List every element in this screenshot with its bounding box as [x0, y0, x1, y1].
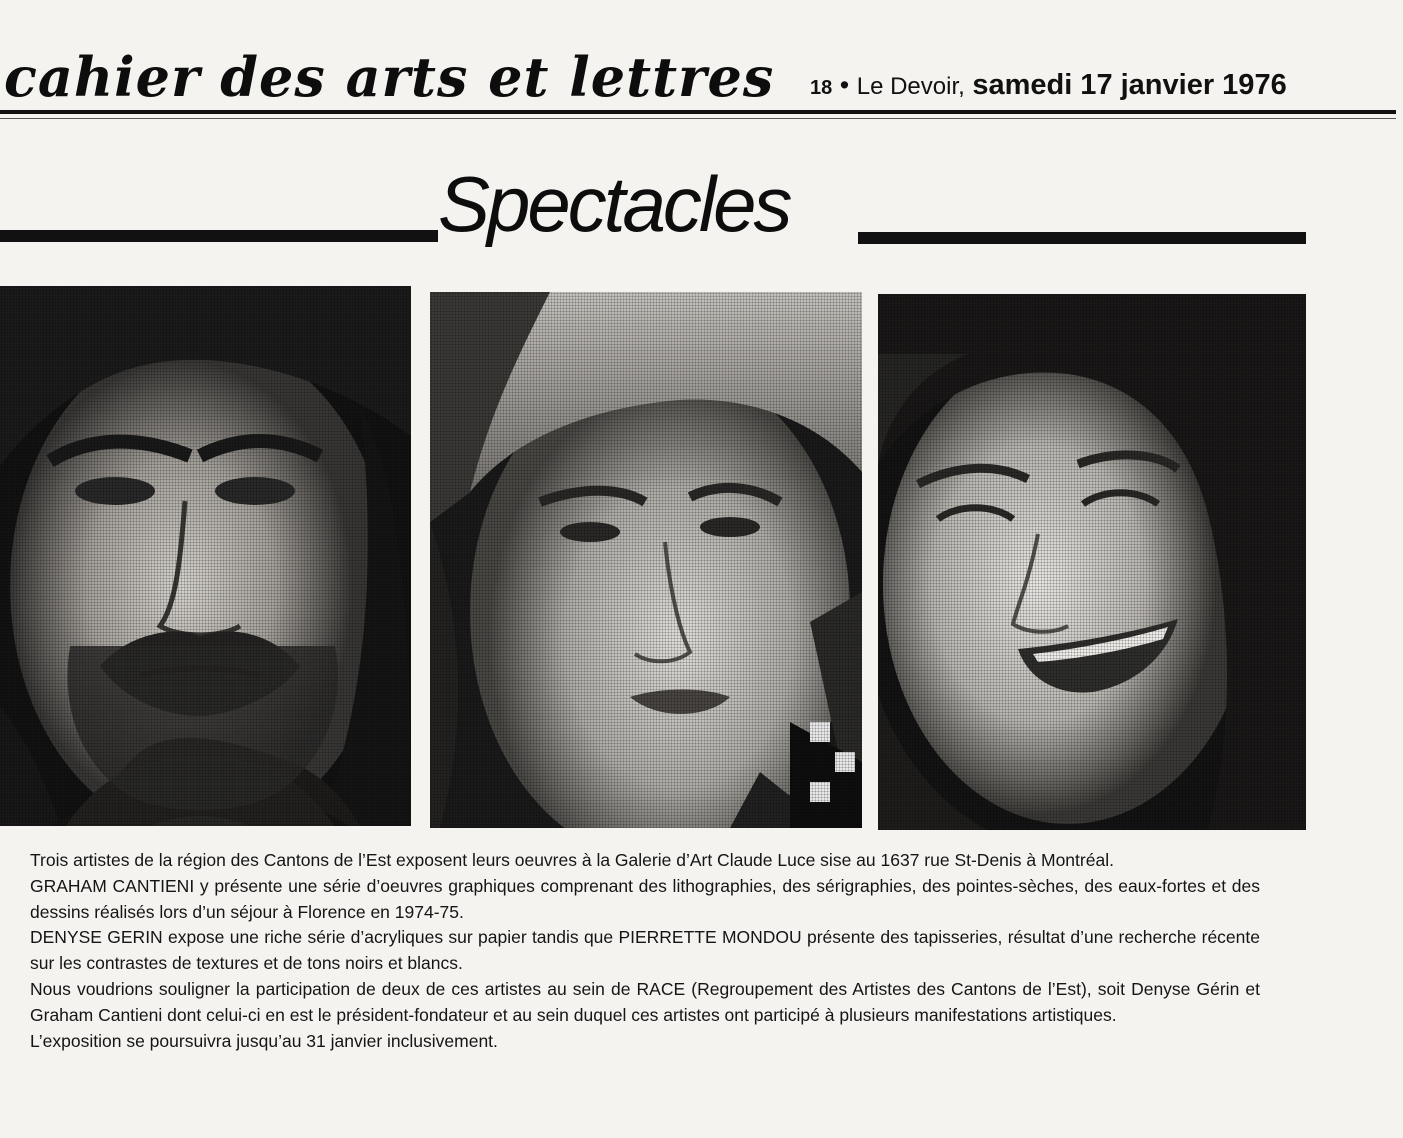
portrait-bearded-man-image [0, 286, 411, 826]
portrait-woman-short-hair-image [430, 292, 862, 828]
spectacles-heading-row [0, 160, 1310, 255]
bullet-separator: • [839, 70, 850, 100]
masthead-rule [0, 110, 1396, 114]
section-title: cahier des arts et lettres [4, 45, 775, 109]
portrait-photo-3 [878, 294, 1306, 830]
portrait-smiling-woman-image [878, 294, 1306, 830]
spectacles-title: Spectacles [438, 160, 790, 248]
caption-paragraph: DENYSE GERIN expose une riche série d’acryliques sur papier tandis que PIERRETTE MONDOU présente des tapisseries, résultat d’une recherche récente sur les contrastes de textures et de tons noirs et blancs. [30, 927, 1260, 974]
caption-paragraph: Nous voudrions souligner la participation de deux de ces artistes au sein de RACE (Regroupement des Artistes des Cantons de l’Est), soit Denyse Gérin et Graham Cantieni dont celui-ci en est le président-fondateur et au sein duquel ces artistes ont participé à plusieurs manifestations artistiques. [30, 978, 1260, 1025]
newspaper-name: Le Devoir, [856, 73, 965, 100]
page-number: 18 [810, 77, 833, 99]
heading-rule-left [0, 230, 438, 242]
masthead-rule-thin [0, 118, 1396, 119]
publication-date: samedi 17 janvier 1976 [972, 69, 1287, 101]
portrait-photo-2 [430, 292, 862, 828]
caption-paragraph: Trois artistes de la région des Cantons de l’Est exposent leurs oeuvres à la Galerie d’Art Claude Luce sise au 1637 rue St-Denis à Montréal. [30, 850, 1114, 870]
article-caption [30, 848, 1260, 1054]
heading-rule-right [858, 232, 1306, 244]
publication-line [810, 68, 1287, 105]
caption-paragraph: L’exposition se poursuivra jusqu’au 31 janvier inclusivement. [30, 1030, 498, 1051]
portrait-photo-1 [0, 286, 411, 826]
caption-paragraph: GRAHAM CANTIENI y présente une série d’oeuvres graphiques comprenant des lithographies, des sérigraphies, des pointes-sèches, des eaux-fortes et des dessins réalisés lors d’un séjour à Florence en 1974-75. [30, 875, 1260, 922]
masthead [4, 44, 1399, 110]
